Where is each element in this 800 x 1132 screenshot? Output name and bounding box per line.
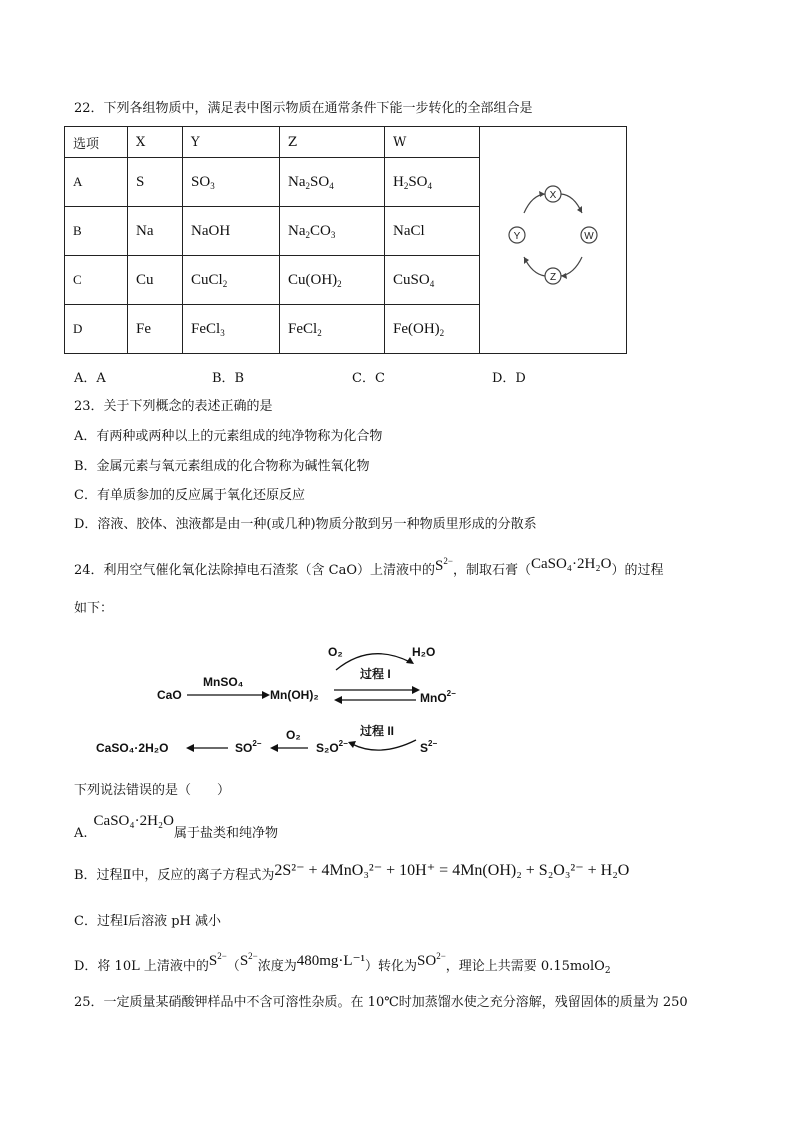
header-w: W	[385, 127, 480, 158]
q23-option-b: B．金属元素与氧元素组成的化合物称为碱性氧化物	[74, 459, 370, 474]
q24-prompt: 下列说法错误的是（ ）	[74, 783, 231, 798]
cycle-diagram	[488, 173, 618, 303]
flow-mnso4: MnSO₄	[203, 675, 244, 689]
q22-table	[64, 126, 627, 354]
ionic-equation: 2S²⁻ + 4MnO₃²⁻ + 10H⁺ = 4Mn(OH)₂ + S₂O₃²⁻ + H₂O	[274, 862, 630, 879]
q24-option-a: A.CaSO₄·2H₂O属于盐类和纯净物	[74, 813, 279, 841]
row-option: D	[65, 305, 128, 354]
q22-answer-a: A．A	[74, 371, 106, 386]
row-option: C	[65, 256, 128, 305]
row-option: A	[65, 158, 128, 207]
q24-option-d: D．将 10L 上清液中的$S^{2-}(S^{2-}$浓度为480mg·L⁻¹）转化为$SO^{2-}$，理论上共需要 0.15molO$_2$	[74, 951, 611, 976]
flow-o2-bottom: O₂	[286, 728, 301, 742]
q24-option-c: C．过程Ⅰ后溶液 pH 减小	[74, 914, 222, 929]
cell-z: FeCl$_2$	[280, 305, 385, 354]
q23-option-d: D．溶液、胶体、浊液都是由一种(或几种)物质分散到另一种物质里形成的分散系	[74, 517, 537, 532]
q22-answer-d: D．D	[492, 371, 526, 386]
header-z: Z	[280, 127, 385, 158]
cell-y: FeCl$_3$	[183, 305, 280, 354]
q22-stem: 22．下列各组物质中，满足表中图示物质在通常条件下能一步转化的全部组合是	[74, 101, 533, 116]
flow-gypsum: CaSO₄·2H₂O	[96, 741, 169, 755]
q23-option-a: A．有两种或两种以上的元素组成的纯净物称为化合物	[74, 429, 383, 444]
cell-w: CuSO$_4$	[385, 256, 480, 305]
flow-s2o3: $S_2O^{2-}$	[316, 739, 348, 755]
cell-w: NaCl	[385, 207, 480, 256]
flow-s2-ion: $S^{2-}$	[420, 739, 438, 755]
cell-z: $Cu(OH)_2$	[280, 256, 385, 305]
cell-x: Na	[128, 207, 183, 256]
cell-y: $SO_3$	[183, 158, 280, 207]
q24-stem-line2: 如下：	[74, 601, 114, 616]
cell-z: $Na_2SO_4$	[280, 158, 385, 207]
diagram-label-z: Z	[549, 272, 557, 283]
header-y: Y	[183, 127, 280, 158]
flow-so4: $SO^{2-}$	[235, 739, 262, 755]
flow-mnoh2: Mn(OH)₂	[270, 688, 319, 702]
q23-option-c: C．有单质参加的反应属于氧化还原反应	[74, 488, 305, 503]
cell-x: S	[128, 158, 183, 207]
flow-cao: CaO	[157, 688, 182, 702]
cell-z: $Na_2CO_3$	[280, 207, 385, 256]
header-option: 选项	[65, 127, 128, 158]
header-x: X	[128, 127, 183, 158]
cell-x: Cu	[128, 256, 183, 305]
q24-stem-line1: 24．利用空气催化氧化法除掉电石渣浆（含 CaO）上清液中的$S^{2-}$，制取石膏（CaSO₄·2H₂O）的过程	[74, 556, 664, 578]
process-flow-diagram	[90, 636, 510, 756]
row-option: B	[65, 207, 128, 256]
cell-x: Fe	[128, 305, 183, 354]
gypsum-formula: CaSO₄·2H₂O	[530, 556, 612, 572]
diagram-label-w: W	[584, 231, 594, 242]
q25-stem: 25．一定质量某硝酸钾样品中不含可溶性杂质。在 10℃时加蒸馏水使之充分溶解，残留固体的质量为 250	[74, 995, 688, 1010]
cell-y: CuCl$_2$	[183, 256, 280, 305]
cell-y: NaOH	[183, 207, 280, 256]
flow-process-1: 过程 I	[360, 667, 391, 681]
table-header-row	[65, 127, 627, 158]
diagram-label-y: Y	[513, 231, 521, 242]
q22-answer-c: C．C	[352, 371, 385, 386]
cycle-diagram-cell	[480, 127, 627, 354]
cell-w: $Fe(OH)_2$	[385, 305, 480, 354]
flow-h2o-top: H₂O	[412, 645, 436, 659]
q22-answer-b: B．B	[212, 371, 245, 386]
diagram-label-x: X	[549, 190, 557, 201]
cell-w: $H_2SO_4$	[385, 158, 480, 207]
flow-mno3: MnO$^{2-}$	[420, 689, 456, 705]
q23-stem: 23．关于下列概念的表述正确的是	[74, 399, 273, 414]
flow-o2-top: O₂	[328, 645, 343, 659]
q24-option-b: B．过程Ⅱ中，反应的离子方程式为2S²⁻ + 4MnO₃²⁻ + 10H⁺ = 4Mn(OH)₂ + S₂O₃²⁻ + H₂O	[74, 862, 630, 883]
flow-process-2: 过程 II	[360, 724, 395, 738]
